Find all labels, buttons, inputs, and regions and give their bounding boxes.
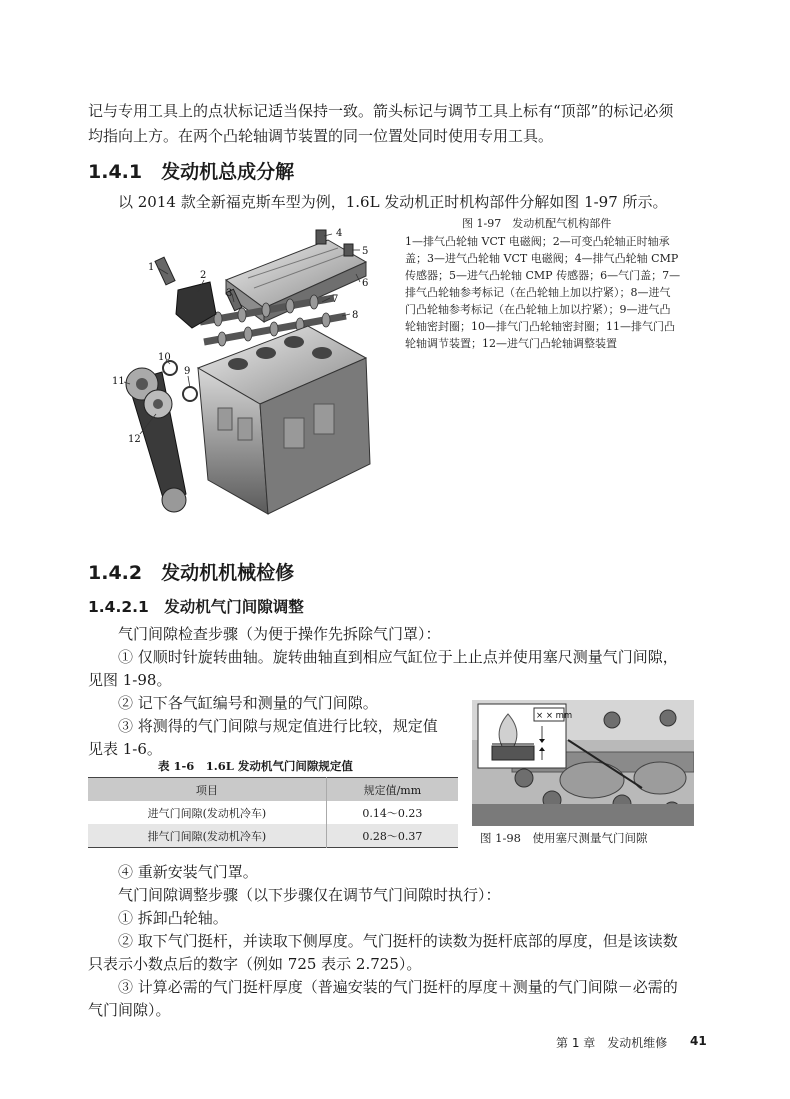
check-step-1-line-2: 见图 1-98。: [88, 671, 172, 689]
table-header-cell: 规定值/mm: [326, 778, 458, 802]
callout-11: 11: [112, 376, 125, 387]
callout-4: 4: [336, 228, 343, 239]
table-cell: 0.28～0.37: [326, 824, 458, 848]
tappet-inset-shape: [492, 746, 534, 760]
figure-1-97-legend-line: 盖；3—进气凸轮轴 VCT 电磁阀；4—排气凸轮轴 CMP: [405, 252, 679, 265]
intro-line-1: 记与专用工具上的点状标记适当保持一致。箭头标记与调节工具上标有“顶部”的标记必须: [88, 102, 674, 120]
table-cell: 排气门间隙(发动机冷车): [88, 824, 326, 848]
figure-1-97-legend-line: 1—排气凸轮轴 VCT 电磁阀；2—可变凸轮轴正时轴承: [405, 235, 670, 248]
figure-1-97-legend-line: 轮轴调节装置；12—进气门凸轮轴调整装置: [405, 337, 617, 350]
table-header-row: [88, 778, 458, 802]
figure-1-97-legend-line: 门凸轮轴参考标记（在凸轮轴上加以拧紧）；9—进气凸: [405, 303, 671, 316]
figure-1-97-legend: [405, 233, 695, 352]
callout-2: 2: [200, 270, 207, 281]
engine-exploded-figure: [108, 218, 398, 548]
adjust-step-2-line-1: ② 取下气门挺杆，并读取下侧厚度。气门挺杆的读数为挺杆底部的厚度，但是该读数: [118, 932, 678, 950]
check-step-1-line-1: ① 仅顺时针旋转曲轴。旋转曲轴直到相应气缸位于上止点并使用塞尺测量气门间隙，: [118, 648, 678, 666]
callout-8: 8: [352, 310, 359, 321]
callout-12: 12: [128, 434, 141, 445]
table-row: [88, 824, 458, 848]
page-number: 41: [690, 1034, 707, 1048]
figure-1-98-caption: 图 1-98 使用塞尺测量气门间隙: [480, 831, 648, 845]
figure-1-97-title: 图 1-97 发动机配气机构部件: [462, 217, 612, 230]
table-cell: 进气门间隙(发动机冷车): [88, 801, 326, 824]
adjust-step-3-line-1: ③ 计算必需的气门挺杆厚度（普遍安装的气门挺杆的厚度＋测量的气门间隙－必需的: [118, 978, 678, 996]
table-header-cell: 项目: [88, 778, 326, 802]
figure-1-97-legend-line: 排气凸轮轴参考标记（在凸轮轴上加以拧紧）；8—进气: [405, 286, 671, 299]
callout-7: 7: [332, 294, 339, 305]
section-title-1-4-1: 1.4.1 发动机总成分解: [88, 161, 295, 183]
adjust-step-1: ① 拆卸凸轮轴。: [118, 909, 228, 927]
table-row: [88, 801, 458, 824]
solenoid-1-shape: [155, 257, 175, 285]
adjust-step-2-line-2: 只表示小数点后的数字（例如 725 表示 2.725）。: [88, 955, 422, 973]
seal-9-shape: [183, 387, 197, 401]
intro-line-2: 均指向上方。在两个凸轮轴调节装置的同一位置处同时使用专用工具。: [88, 127, 554, 145]
footer-chapter: 第 1 章 发动机维修: [556, 1036, 668, 1050]
check-step-4: ④ 重新安装气门罩。: [118, 863, 258, 881]
figure-1-97-legend-line: 传感器；5—进气凸轮轴 CMP 传感器；6—气门盖；7—: [405, 269, 681, 282]
gauge-size-label: × × mm: [536, 711, 573, 721]
table-1-6-title: 表 1-6 1.6L 发动机气门间隙规定值: [158, 759, 353, 773]
callout-10: 10: [158, 352, 171, 363]
callout-9: 9: [184, 366, 191, 377]
section-title-1-4-2: 1.4.2 发动机机械检修: [88, 562, 295, 584]
callout-3: 3: [226, 288, 233, 299]
table-cell: 0.14～0.23: [326, 801, 458, 824]
figure-1-97-legend-line: 轮轴密封圈；10—排气门凸轮轴密封圈；11—排气门凸: [405, 320, 675, 333]
section-title-1-4-2-1: 1.4.2.1 发动机气门间隙调整: [88, 598, 304, 616]
engine-block-shape: [198, 326, 370, 514]
callout-5: 5: [362, 246, 369, 257]
callout-6: 6: [362, 278, 369, 289]
check-steps-title: 气门间隙检查步骤（为便于操作先拆除气门罩）：: [118, 625, 441, 643]
check-step-2: ② 记下各气缸编号和测量的气门间隙。: [118, 694, 378, 712]
seal-10-shape: [163, 361, 177, 375]
adjust-step-3-line-2: 气门间隙）。: [88, 1001, 171, 1019]
section-1-4-1-body: 以 2014 款全新福克斯车型为例，1.6L 发动机正时机构部件分解如图 1-97 所示。: [118, 193, 668, 211]
check-step-3-line-2: 见表 1-6。: [88, 740, 162, 758]
feeler-gauge-figure: [472, 700, 694, 826]
sensor-5-shape: [344, 244, 353, 256]
valve-clearance-table: [88, 777, 458, 848]
check-step-3-line-1: ③ 将测得的气门间隙与规定值进行比较，规定值: [118, 717, 438, 735]
callout-1: 1: [148, 262, 155, 273]
adjust-steps-title: 气门间隙调整步骤（以下步骤仅在调节气门间隙时执行）：: [118, 886, 501, 904]
sensor-4-shape: [316, 230, 326, 244]
